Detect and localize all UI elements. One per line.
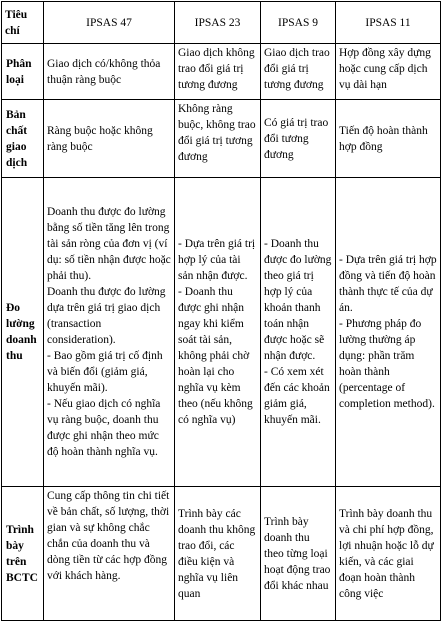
cell-classification-ipsas-11: Hợp đồng xây dựng hoặc cung cấp dịch vụ dài hạn: [336, 44, 441, 100]
header-corner: Tiêu chí: [2, 2, 44, 44]
row-label-nature: Bản chất giao dịch: [2, 100, 44, 178]
row-classification: [2, 44, 441, 100]
cell-nature-ipsas-47: Ràng buộc hoặc không ràng buộc: [44, 100, 175, 178]
cell-nature-ipsas-23: Không ràng buộc, không trao đổi giá trị tương đương: [175, 100, 261, 178]
cell-presentation-ipsas-9: Trình bày doanh thu theo từng loại hoạt động trao đổi khác nhau: [261, 487, 336, 621]
cell-classification-ipsas-9: Giao dịch trao đổi giá trị tương đương: [261, 44, 336, 100]
header-ipsas-47: IPSAS 47: [44, 2, 175, 44]
row-presentation: [2, 487, 441, 621]
header-row: [2, 2, 441, 44]
cell-classification-ipsas-23: Giao dịch không trao đổi giá trị tương đương: [175, 44, 261, 100]
header-ipsas-9: IPSAS 9: [261, 2, 336, 44]
row-label-presentation: Trình bày trên BCTC: [2, 487, 44, 621]
cell-measurement-ipsas-9: - Doanh thu được đo lường theo giá trị hợp lý của khoản thanh toán nhận được hoặc sẽ nhận được. - Có xem xét đến các khoản giảm giá, khuyến mãi.: [261, 178, 336, 487]
comparison-table: [1, 1, 441, 621]
row-label-classification: Phân loại: [2, 44, 44, 100]
cell-measurement-ipsas-47: Doanh thu được đo lường bằng số tiền tăng lên trong tài sản ròng của đơn vị (ví dụ: số tiền nhận được hoặc phải thu). Doanh thu được đo lường dựa trên giá trị giao dịch (transaction consideration). - Bao gồm giá trị cố định và biến đổi (giảm giá, khuyến mãi). - Nếu giao dịch có nghĩa vụ ràng buộc, doanh thu được ghi nhận theo mức độ hoàn thành nghĩa vụ.: [44, 178, 175, 487]
header-ipsas-23: IPSAS 23: [175, 2, 261, 44]
cell-presentation-ipsas-11: Trình bày doanh thu và chi phí hợp đồng, lợi nhuận hoặc lỗ dự kiến, và các giai đoạn hoàn thành công việc: [336, 487, 441, 621]
cell-measurement-ipsas-23: - Dựa trên giá trị hợp lý của tài sản nhận được. - Doanh thu được ghi nhận ngay khi kiểm soát tài sản, không phải chờ hoàn lại cho nghĩa vụ kèm theo (nếu không có nghĩa vụ): [175, 178, 261, 487]
cell-presentation-ipsas-23: Trình bày các doanh thu không trao đổi, các điều kiện và nghĩa vụ liên quan: [175, 487, 261, 621]
cell-nature-ipsas-11: Tiến độ hoàn thành hợp đồng: [336, 100, 441, 178]
header-ipsas-11: IPSAS 11: [336, 2, 441, 44]
cell-presentation-ipsas-47: Cung cấp thông tin chi tiết về bản chất, số lượng, thời gian và sự không chắc chắn của doanh thu và dòng tiền từ các hợp đồng với khách hàng.: [44, 487, 175, 621]
cell-classification-ipsas-47: Giao dịch có/không thỏa thuận ràng buộc: [44, 44, 175, 100]
cell-nature-ipsas-9: Có giá trị trao đổi tương đương: [261, 100, 336, 178]
row-label-measurement: Đo lường doanh thu: [2, 178, 44, 487]
row-measurement: [2, 178, 441, 487]
cell-measurement-ipsas-11: - Dựa trên giá trị hợp đồng và tiến độ hoàn thành thực tế của dự án. - Phương pháp đo lường thường áp dụng: phần trăm hoàn thành (percentage of completion method).: [336, 178, 441, 487]
row-nature: [2, 100, 441, 178]
